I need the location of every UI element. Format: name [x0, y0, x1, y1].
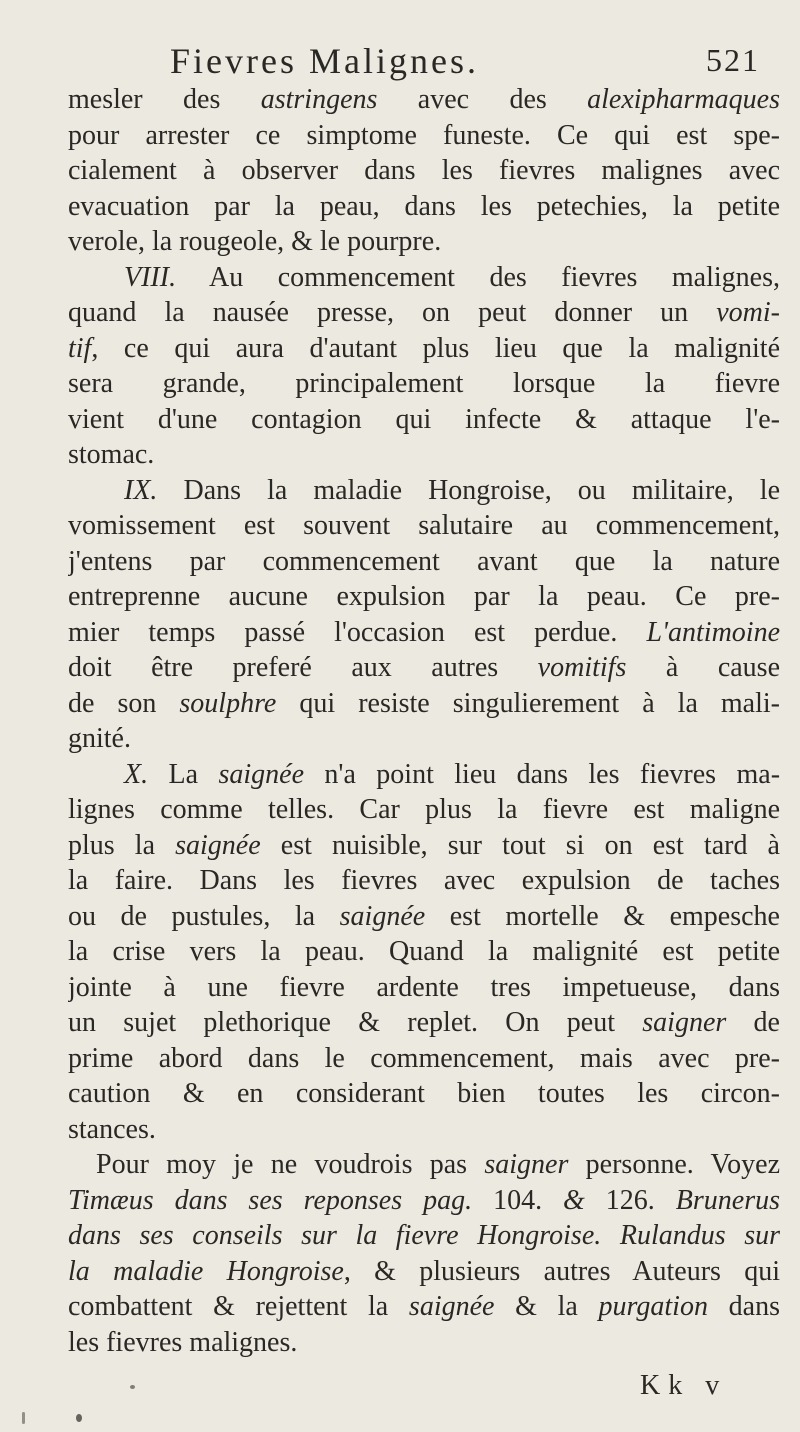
section-number: IX.: [124, 474, 158, 506]
text-line: mier temps passé l'occasion est perdue. L'antimoine: [68, 616, 780, 648]
text-line: cialement à observer dans les fievres malignes avec: [68, 155, 780, 186]
text-line: la maladie Hongroise, & plusieurs autres Auteurs qui: [68, 1255, 780, 1287]
text-line: vomissement est souvent salutaire au commencement,: [68, 510, 780, 541]
text-line: sera grande, principalement lorsque la fievre: [68, 368, 780, 399]
text-line: ou de pustules, la saignée est mortelle & empesche: [68, 900, 780, 932]
text-line: evacuation par la peau, dans les petechies, la petite: [68, 190, 780, 222]
text-line: entreprenne aucune expulsion par la peau. Ce pre-: [68, 581, 780, 612]
text-line: Pour moy je ne voudrois pas saigner personne. Voyez: [96, 1149, 780, 1180]
text-line: la faire. Dans les fievres avec expulsion de taches: [68, 865, 780, 896]
text-line: gnité.: [68, 723, 131, 754]
section-viii: VIII. Au commencement des fievres malignes,: [68, 260, 780, 296]
signature-mark: Kk v: [640, 1370, 728, 1401]
text-line: quand la nausée presse, on peut donner un vomi-: [68, 297, 780, 328]
section-number: VIII.: [124, 261, 177, 293]
running-head: Fievres Malignes.: [170, 41, 479, 81]
section-x: X. La saignée n'a point lieu dans les fievres ma-: [68, 757, 780, 793]
text-line: les fievres malignes.: [68, 1326, 298, 1358]
text-line: doit être preferé aux autres vomitifs à cause: [68, 652, 780, 683]
text-line: verole, la rougeole, & le pourpre.: [68, 226, 442, 257]
ink-spot: [76, 1414, 82, 1422]
text-line: un sujet plethorique & replet. On peut saigner de: [68, 1007, 780, 1038]
text-line: lignes comme telles. Car plus la fievre est maligne: [68, 794, 780, 825]
ink-spot: [130, 1385, 135, 1389]
text-line: pour arrester ce simptome funeste. Ce qui est spe-: [68, 119, 780, 151]
ink-spot: [22, 1412, 25, 1424]
page-number: 521: [706, 42, 760, 78]
page-header: [160, 40, 760, 84]
text-line: j'entens par commencement avant que la nature: [68, 545, 780, 577]
section-number: X.: [124, 758, 149, 790]
section-ix: IX. Dans la maladie Hongroise, ou militaire, le: [68, 473, 780, 509]
text-line: tif, ce qui aura d'autant plus lieu que la malignité: [68, 332, 780, 364]
text-line: plus la saignée est nuisible, sur tout si on est tard à: [68, 829, 780, 861]
text-line: stomac.: [68, 439, 155, 470]
text-line: la crise vers la peau. Quand la malignité est petite: [68, 936, 780, 967]
text-line: stances.: [68, 1113, 156, 1145]
text-line: prime abord dans le commencement, mais avec pre-: [68, 1042, 780, 1074]
text-line: vient d'une contagion qui infecte & attaque l'e-: [68, 403, 780, 435]
text-line: jointe à une fievre ardente tres impetueuse, dans: [68, 971, 780, 1003]
text-line: mesler des astringens avec des alexipharmaques: [68, 84, 780, 115]
text-line: dans ses conseils sur la fievre Hongroise. Rulandus sur: [68, 1220, 780, 1251]
text-line: de son soulphre qui resiste singulierement à la mali-: [68, 687, 780, 719]
text-line: combattent & rejettent la saignée & la purgation dans: [68, 1291, 780, 1322]
text-line: caution & en considerant bien toutes les circon-: [68, 1078, 780, 1109]
body-text: [68, 82, 780, 1360]
text-line: Timæus dans ses reponses pag. 104. & 126. Brunerus: [68, 1184, 780, 1216]
